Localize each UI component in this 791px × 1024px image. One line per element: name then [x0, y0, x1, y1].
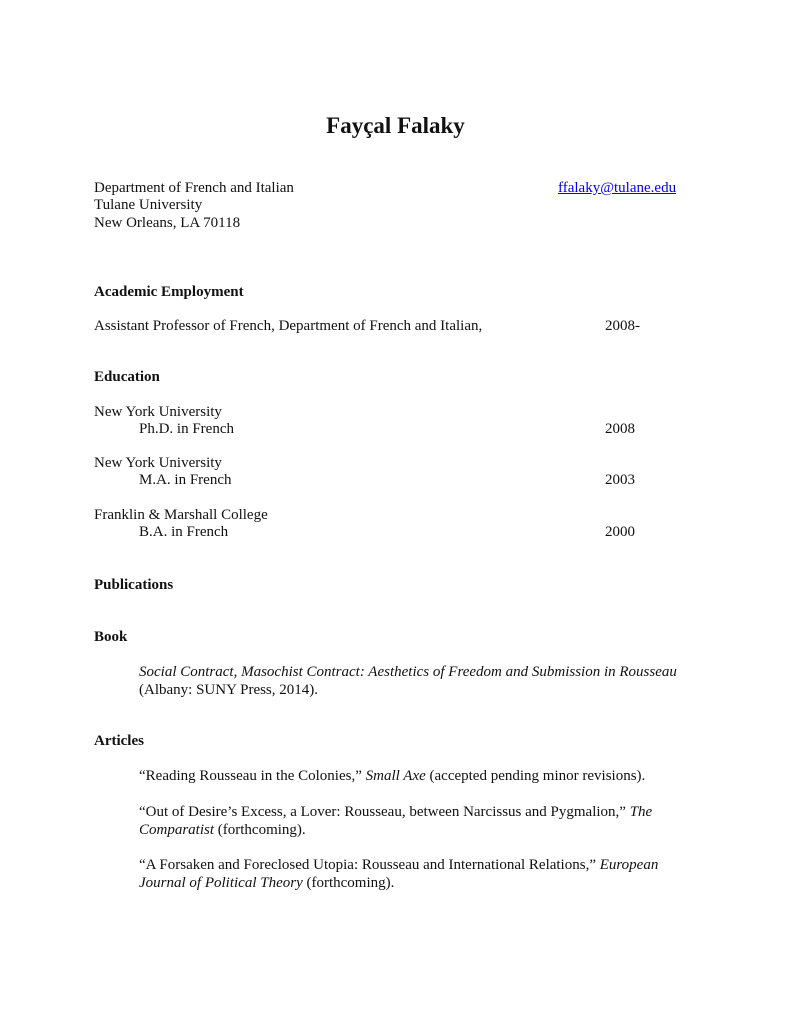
article-entry — [139, 768, 645, 786]
article-status: (forthcoming). — [217, 822, 306, 838]
section-heading-employment: Academic Employment — [94, 284, 244, 300]
section-heading-publications: Publications — [94, 577, 174, 593]
article-title: “A Forsaken and Foreclosed Utopia: Rousseau and International Relations,” — [139, 857, 596, 873]
article-journal: Small Axe — [365, 768, 426, 784]
email-link[interactable]: ffalaky@tulane.edu — [558, 180, 677, 196]
article-journal: Journal of Political Theory — [139, 875, 303, 891]
section-heading-education: Education — [94, 369, 160, 385]
article-journal: European — [599, 857, 659, 873]
education-institution: Franklin & Marshall College — [94, 507, 268, 523]
employment-years: 2008- — [605, 318, 640, 334]
education-year: 2003 — [605, 472, 635, 488]
subsection-heading-book: Book — [94, 629, 128, 645]
education-institution: New York University — [94, 404, 222, 420]
education-degree: Ph.D. in French — [139, 421, 234, 437]
article-journal: Comparatist — [139, 822, 215, 838]
book-title-text: Social Contract, Masochist Contract: Aesthetics of Freedom and Submission in Rousseau — [139, 664, 677, 680]
address-department: Department of French and Italian — [94, 180, 294, 196]
address-university: Tulane University — [94, 197, 203, 213]
page-title: Fayçal Falaky — [326, 113, 465, 138]
education-degree: M.A. in French — [139, 472, 232, 488]
education-year: 2008 — [605, 421, 635, 437]
article-status: (accepted pending minor revisions). — [429, 768, 646, 784]
article-title: “Reading Rousseau in the Colonies,” — [139, 768, 362, 784]
book-title — [139, 664, 677, 682]
education-year: 2000 — [605, 524, 635, 540]
address-city: New Orleans, LA 70118 — [94, 215, 241, 231]
article-entry — [139, 857, 658, 875]
education-degree: B.A. in French — [139, 524, 229, 540]
article-entry — [139, 804, 652, 822]
employment-position: Assistant Professor of French, Department of French and Italian, — [94, 318, 483, 334]
article-title: “Out of Desire’s Excess, a Lover: Rousseau, between Narcissus and Pygmalion,” — [139, 804, 626, 820]
article-status: (forthcoming). — [306, 875, 395, 891]
article-journal: The — [629, 804, 653, 820]
subsection-heading-articles: Articles — [94, 733, 144, 749]
article-entry-continued — [139, 822, 306, 840]
education-institution: New York University — [94, 455, 222, 471]
book-details: (Albany: SUNY Press, 2014). — [139, 682, 319, 698]
article-entry-continued — [139, 875, 394, 893]
